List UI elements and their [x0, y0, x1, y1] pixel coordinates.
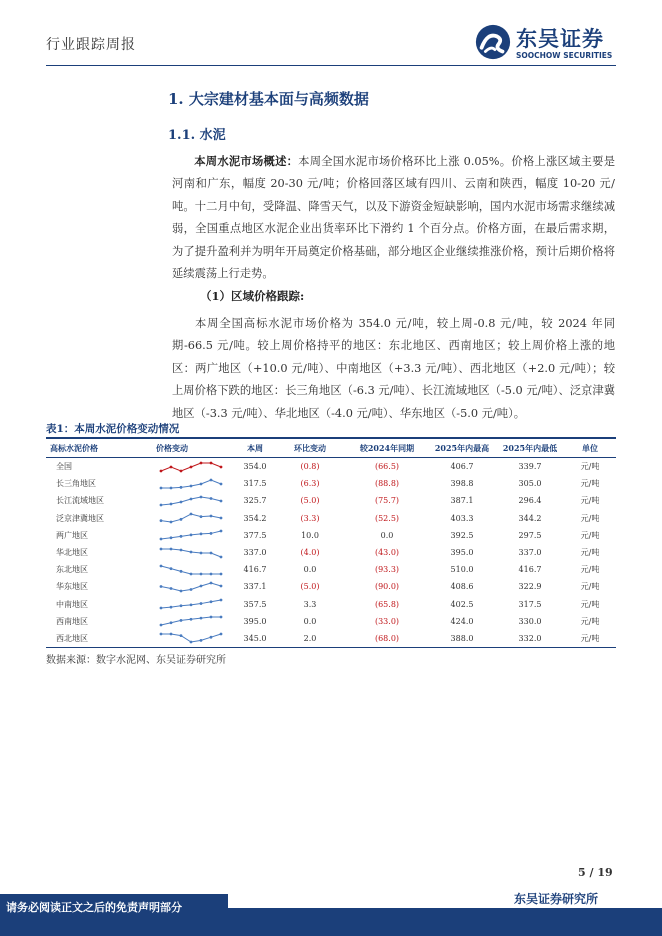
- region-name-cell: 全国: [56, 462, 72, 472]
- table-top-rule: [46, 437, 616, 439]
- logo-english-text: SOOCHOW SECURITIES: [516, 51, 613, 60]
- header-cell: 2025年内最低: [496, 440, 564, 458]
- sparkline-point: [190, 498, 193, 501]
- footer-organization: 东吴证券研究所: [514, 892, 599, 906]
- sparkline-cell: [146, 527, 236, 544]
- sparkline-point: [160, 538, 163, 541]
- sparkline-point: [200, 617, 203, 620]
- sparkline-point: [170, 521, 173, 524]
- low-cell: 416.7: [518, 565, 542, 575]
- sparkline-point: [170, 622, 173, 625]
- header-cell: 价格变动: [146, 440, 236, 458]
- low-cell: 322.9: [518, 582, 542, 592]
- sparkline-point: [170, 547, 173, 550]
- high-cell: 392.5: [450, 530, 474, 540]
- low-cell: 339.7: [518, 462, 542, 472]
- sparkline-point: [180, 469, 183, 472]
- sparkline-point: [190, 484, 193, 487]
- table-row: [46, 578, 616, 595]
- yoy-cell: (88.8): [374, 479, 400, 489]
- sparkline-point: [210, 478, 213, 481]
- sparkline-cell: [146, 561, 236, 578]
- region-name-cell: 长三角地区: [56, 479, 96, 489]
- table-row: [46, 596, 616, 613]
- sparkline-point: [220, 616, 223, 619]
- wow-cell: (4.0): [300, 548, 320, 558]
- region-name-cell: 泛京津冀地区: [56, 513, 104, 523]
- sparkline-point: [190, 534, 193, 537]
- sparkline-point: [180, 604, 183, 607]
- wow-cell: 0.0: [303, 616, 317, 626]
- table-row: [46, 510, 616, 527]
- low-cell: 297.5: [518, 530, 542, 540]
- disclaimer-bar: [0, 894, 228, 918]
- high-cell: 395.0: [450, 548, 474, 558]
- price-sparkline: [159, 461, 223, 473]
- sparkline-cell: [146, 630, 236, 648]
- sparkline-point: [160, 585, 163, 588]
- cement-price-table: [46, 440, 616, 648]
- week-cell: 354.2: [243, 513, 267, 523]
- table-row: [46, 630, 616, 648]
- sparkline-point: [180, 619, 183, 622]
- sparkline-point: [220, 530, 223, 533]
- table-row: [46, 544, 616, 561]
- page-number: 5 / 19: [578, 866, 613, 879]
- overview-text: 本周全国水泥市场价格环比上涨 0.05%。价格上涨区域主要是河南和广东，幅度 20-30 元/吨；价格回落区域有四川、云南和陕西，幅度 10-20 元/吨。十二月中旬，受降温、降雪天气，以及下游资金短缺影响，国内水泥市场需求继续减弱，全国重点地区水泥企业出货率环比下滑约 1 个百分点。价格方面，在最后需求期，为了提升盈利并为明年开局奠定价格基础，部分地区企业继续推涨价格，预计后期价格将延续震荡上行走势。: [172, 155, 615, 281]
- sparkline-cell: [146, 596, 236, 613]
- price-sparkline: [159, 547, 223, 559]
- unit-cell: 元/吨: [564, 630, 616, 648]
- low-cell: 296.4: [518, 496, 542, 506]
- low-cell: 332.0: [496, 630, 564, 648]
- header-cell: 高标水泥价格: [46, 440, 146, 458]
- week-cell: 377.5: [243, 530, 267, 540]
- sparkline-point: [200, 533, 203, 536]
- sparkline-point: [210, 572, 213, 575]
- sparkline-point: [160, 547, 163, 550]
- sparkline-point: [220, 500, 223, 503]
- yoy-cell: (75.7): [374, 496, 400, 506]
- sparkline-cell: [146, 492, 236, 509]
- unit-cell: 元/吨: [580, 513, 600, 523]
- sparkline-point: [190, 618, 193, 621]
- sparkline-point: [190, 465, 193, 468]
- unit-cell: 元/吨: [580, 599, 600, 609]
- section-heading: 1. 大宗建材基本面与高频数据: [168, 90, 369, 108]
- unit-cell: 元/吨: [580, 479, 600, 489]
- week-cell: 317.5: [243, 479, 267, 489]
- table-row: [46, 527, 616, 544]
- sparkline-point: [200, 639, 203, 642]
- sparkline-point: [170, 567, 173, 570]
- table-title: 表1：本周水泥价格变动情况: [46, 423, 180, 435]
- week-cell: 337.1: [243, 582, 267, 592]
- sparkline-point: [210, 582, 213, 585]
- sparkline-point: [220, 465, 223, 468]
- wow-cell: (5.0): [300, 582, 320, 592]
- sparkline-point: [200, 551, 203, 554]
- soochow-logo-icon: [474, 23, 512, 61]
- sparkline-point: [160, 624, 163, 627]
- yoy-cell: 0.0: [380, 530, 394, 540]
- sparkline-point: [190, 588, 193, 591]
- unit-cell: 元/吨: [580, 616, 600, 626]
- header-cell: 单位: [564, 440, 616, 458]
- regional-price-heading: （1）区域价格跟踪:: [200, 289, 305, 303]
- unit-cell: 元/吨: [580, 462, 600, 472]
- low-cell: 337.0: [518, 548, 542, 558]
- disclaimer-text: 请务必阅读正文之后的免责声明部分: [6, 901, 182, 914]
- sparkline-point: [220, 517, 223, 520]
- sparkline-point: [180, 590, 183, 593]
- sparkline-point: [220, 633, 223, 636]
- sparkline-cell: [146, 458, 236, 476]
- sparkline-point: [210, 497, 213, 500]
- regional-price-paragraph: [172, 313, 615, 425]
- sparkline-point: [210, 600, 213, 603]
- sparkline-point: [210, 616, 213, 619]
- sparkline-point: [200, 572, 203, 575]
- price-sparkline: [159, 512, 223, 524]
- region-name-cell: 两广地区: [56, 530, 88, 540]
- high-cell: 398.8: [450, 479, 474, 489]
- sparkline-point: [160, 486, 163, 489]
- sparkline-point: [180, 501, 183, 504]
- sparkline-point: [190, 572, 193, 575]
- week-cell: 395.0: [243, 616, 267, 626]
- week-cell: 325.7: [243, 496, 267, 506]
- sparkline-point: [160, 607, 163, 610]
- table-row: [46, 561, 616, 578]
- high-cell: 387.1: [450, 496, 474, 506]
- unit-cell: 元/吨: [580, 496, 600, 506]
- week-cell: 354.0: [243, 462, 267, 472]
- price-sparkline: [159, 478, 223, 490]
- yoy-cell: (90.0): [374, 582, 400, 592]
- sparkline-point: [220, 572, 223, 575]
- low-cell: 344.2: [518, 513, 542, 523]
- sparkline-point: [180, 518, 183, 521]
- sparkline-cell: [146, 544, 236, 561]
- table-row: [46, 475, 616, 492]
- sparkline-point: [220, 599, 223, 602]
- table-header-row: [46, 440, 616, 458]
- subsection-heading: 1.1. 水泥: [168, 128, 226, 143]
- sparkline-point: [210, 461, 213, 464]
- sparkline-point: [210, 515, 213, 518]
- table-row: [46, 613, 616, 630]
- report-category: 行业跟踪周报: [46, 37, 136, 53]
- sparkline-cell: [146, 613, 236, 630]
- regional-text: 本周全国高标水泥市场价格为 354.0 元/吨，较上周-0.8 元/吨，较 2024 年同期-66.5 元/吨。较上周价格持平的地区：东北地区、西南地区；较上周价格上涨的地区：两广地区（+10.0 元/吨）、中南地区（+3.3 元/吨）、西北地区（+2.0 元/吨）；较上周价格下跌的地区：长三角地区（-6.3 元/吨）、长江流域地区（-5.0 元/吨）、泛京津冀地区（-3.3 元/吨）、华北地区（-4.0 元/吨）、华东地区（-5.0 元/吨）。: [172, 317, 615, 420]
- region-name-cell: 东北地区: [56, 565, 88, 575]
- week-cell: 416.7: [243, 565, 267, 575]
- sparkline-point: [200, 515, 203, 518]
- sparkline-point: [170, 537, 173, 540]
- price-sparkline: [159, 495, 223, 507]
- yoy-cell: (93.3): [374, 565, 400, 575]
- sparkline-point: [170, 486, 173, 489]
- price-sparkline: [159, 581, 223, 593]
- price-sparkline: [159, 564, 223, 576]
- sparkline-point: [190, 641, 193, 644]
- sparkline-point: [180, 635, 183, 638]
- wow-cell: (5.0): [300, 496, 320, 506]
- sparkline-point: [170, 633, 173, 636]
- wow-cell: (6.3): [300, 479, 320, 489]
- week-cell: 345.0: [236, 630, 274, 648]
- wow-cell: 10.0: [301, 530, 319, 540]
- header-cell: 2025年内最高: [428, 440, 496, 458]
- sparkline-point: [180, 486, 183, 489]
- low-cell: 317.5: [518, 599, 542, 609]
- header-rule: [46, 65, 616, 66]
- high-cell: 403.3: [450, 513, 474, 523]
- yoy-cell: (43.0): [374, 548, 400, 558]
- sparkline-point: [170, 503, 173, 506]
- sparkline-point: [220, 555, 223, 558]
- unit-cell: 元/吨: [580, 582, 600, 592]
- yoy-cell: (68.0): [346, 630, 428, 648]
- wow-cell: 2.0: [274, 630, 346, 648]
- header-cell: 本周: [236, 440, 274, 458]
- sparkline-point: [180, 570, 183, 573]
- region-name-cell: 华东地区: [56, 582, 88, 592]
- sparkline-point: [200, 585, 203, 588]
- yoy-cell: (33.0): [374, 616, 400, 626]
- sparkline-point: [220, 482, 223, 485]
- high-cell: 424.0: [450, 616, 474, 626]
- wow-cell: 3.3: [303, 599, 317, 609]
- sparkline-point: [210, 551, 213, 554]
- sparkline-point: [170, 465, 173, 468]
- low-cell: 305.0: [518, 479, 542, 489]
- sparkline-point: [160, 504, 163, 507]
- high-cell: 406.7: [450, 462, 474, 472]
- sparkline-point: [180, 548, 183, 551]
- sparkline-point: [190, 604, 193, 607]
- unit-cell: 元/吨: [580, 565, 600, 575]
- data-source-note: 数据来源：数字水泥网、东吴证券研究所: [46, 655, 226, 666]
- header-cell: 环比变动: [274, 440, 346, 458]
- brand-logo: [474, 23, 624, 65]
- sparkline-point: [160, 633, 163, 636]
- low-cell: 330.0: [518, 616, 542, 626]
- table-row: [46, 492, 616, 509]
- price-sparkline: [159, 632, 223, 644]
- week-cell: 337.0: [243, 548, 267, 558]
- sparkline-cell: [146, 475, 236, 492]
- sparkline-cell: [146, 510, 236, 527]
- yoy-cell: (66.5): [374, 462, 400, 472]
- wow-cell: 0.0: [303, 565, 317, 575]
- market-overview-paragraph: [172, 150, 615, 285]
- sparkline-point: [210, 636, 213, 639]
- region-name-cell: 中南地区: [56, 599, 88, 609]
- region-name-cell: 华北地区: [56, 548, 88, 558]
- yoy-cell: (52.5): [374, 513, 400, 523]
- sparkline-point: [200, 602, 203, 605]
- sparkline-point: [190, 550, 193, 553]
- high-cell: 388.0: [428, 630, 496, 648]
- wow-cell: (3.3): [300, 513, 320, 523]
- sparkline-point: [220, 585, 223, 588]
- sparkline-point: [160, 564, 163, 567]
- high-cell: 408.6: [450, 582, 474, 592]
- logo-chinese-text: 东吴证券: [516, 27, 604, 51]
- high-cell: 510.0: [450, 565, 474, 575]
- sparkline-point: [200, 482, 203, 485]
- sparkline-cell: [146, 578, 236, 595]
- region-name-cell: 西北地区: [46, 630, 146, 648]
- price-sparkline: [159, 529, 223, 541]
- header-cell: 较2024年同期: [346, 440, 428, 458]
- sparkline-point: [210, 532, 213, 535]
- sparkline-point: [160, 469, 163, 472]
- sparkline-point: [170, 606, 173, 609]
- sparkline-point: [180, 535, 183, 538]
- high-cell: 402.5: [450, 599, 474, 609]
- wow-cell: (0.8): [300, 462, 320, 472]
- sparkline-point: [200, 461, 203, 464]
- overview-lead: 本周水泥市场概述：: [194, 154, 299, 168]
- sparkline-point: [170, 587, 173, 590]
- sparkline-point: [190, 513, 193, 516]
- sparkline-point: [200, 496, 203, 499]
- unit-cell: 元/吨: [580, 548, 600, 558]
- price-sparkline: [159, 615, 223, 627]
- yoy-cell: (65.8): [374, 599, 400, 609]
- unit-cell: 元/吨: [580, 530, 600, 540]
- table-row: [46, 458, 616, 476]
- sparkline-point: [160, 519, 163, 522]
- region-name-cell: 西南地区: [56, 616, 88, 626]
- price-sparkline: [159, 598, 223, 610]
- region-name-cell: 长江流域地区: [56, 496, 104, 506]
- week-cell: 357.5: [243, 599, 267, 609]
